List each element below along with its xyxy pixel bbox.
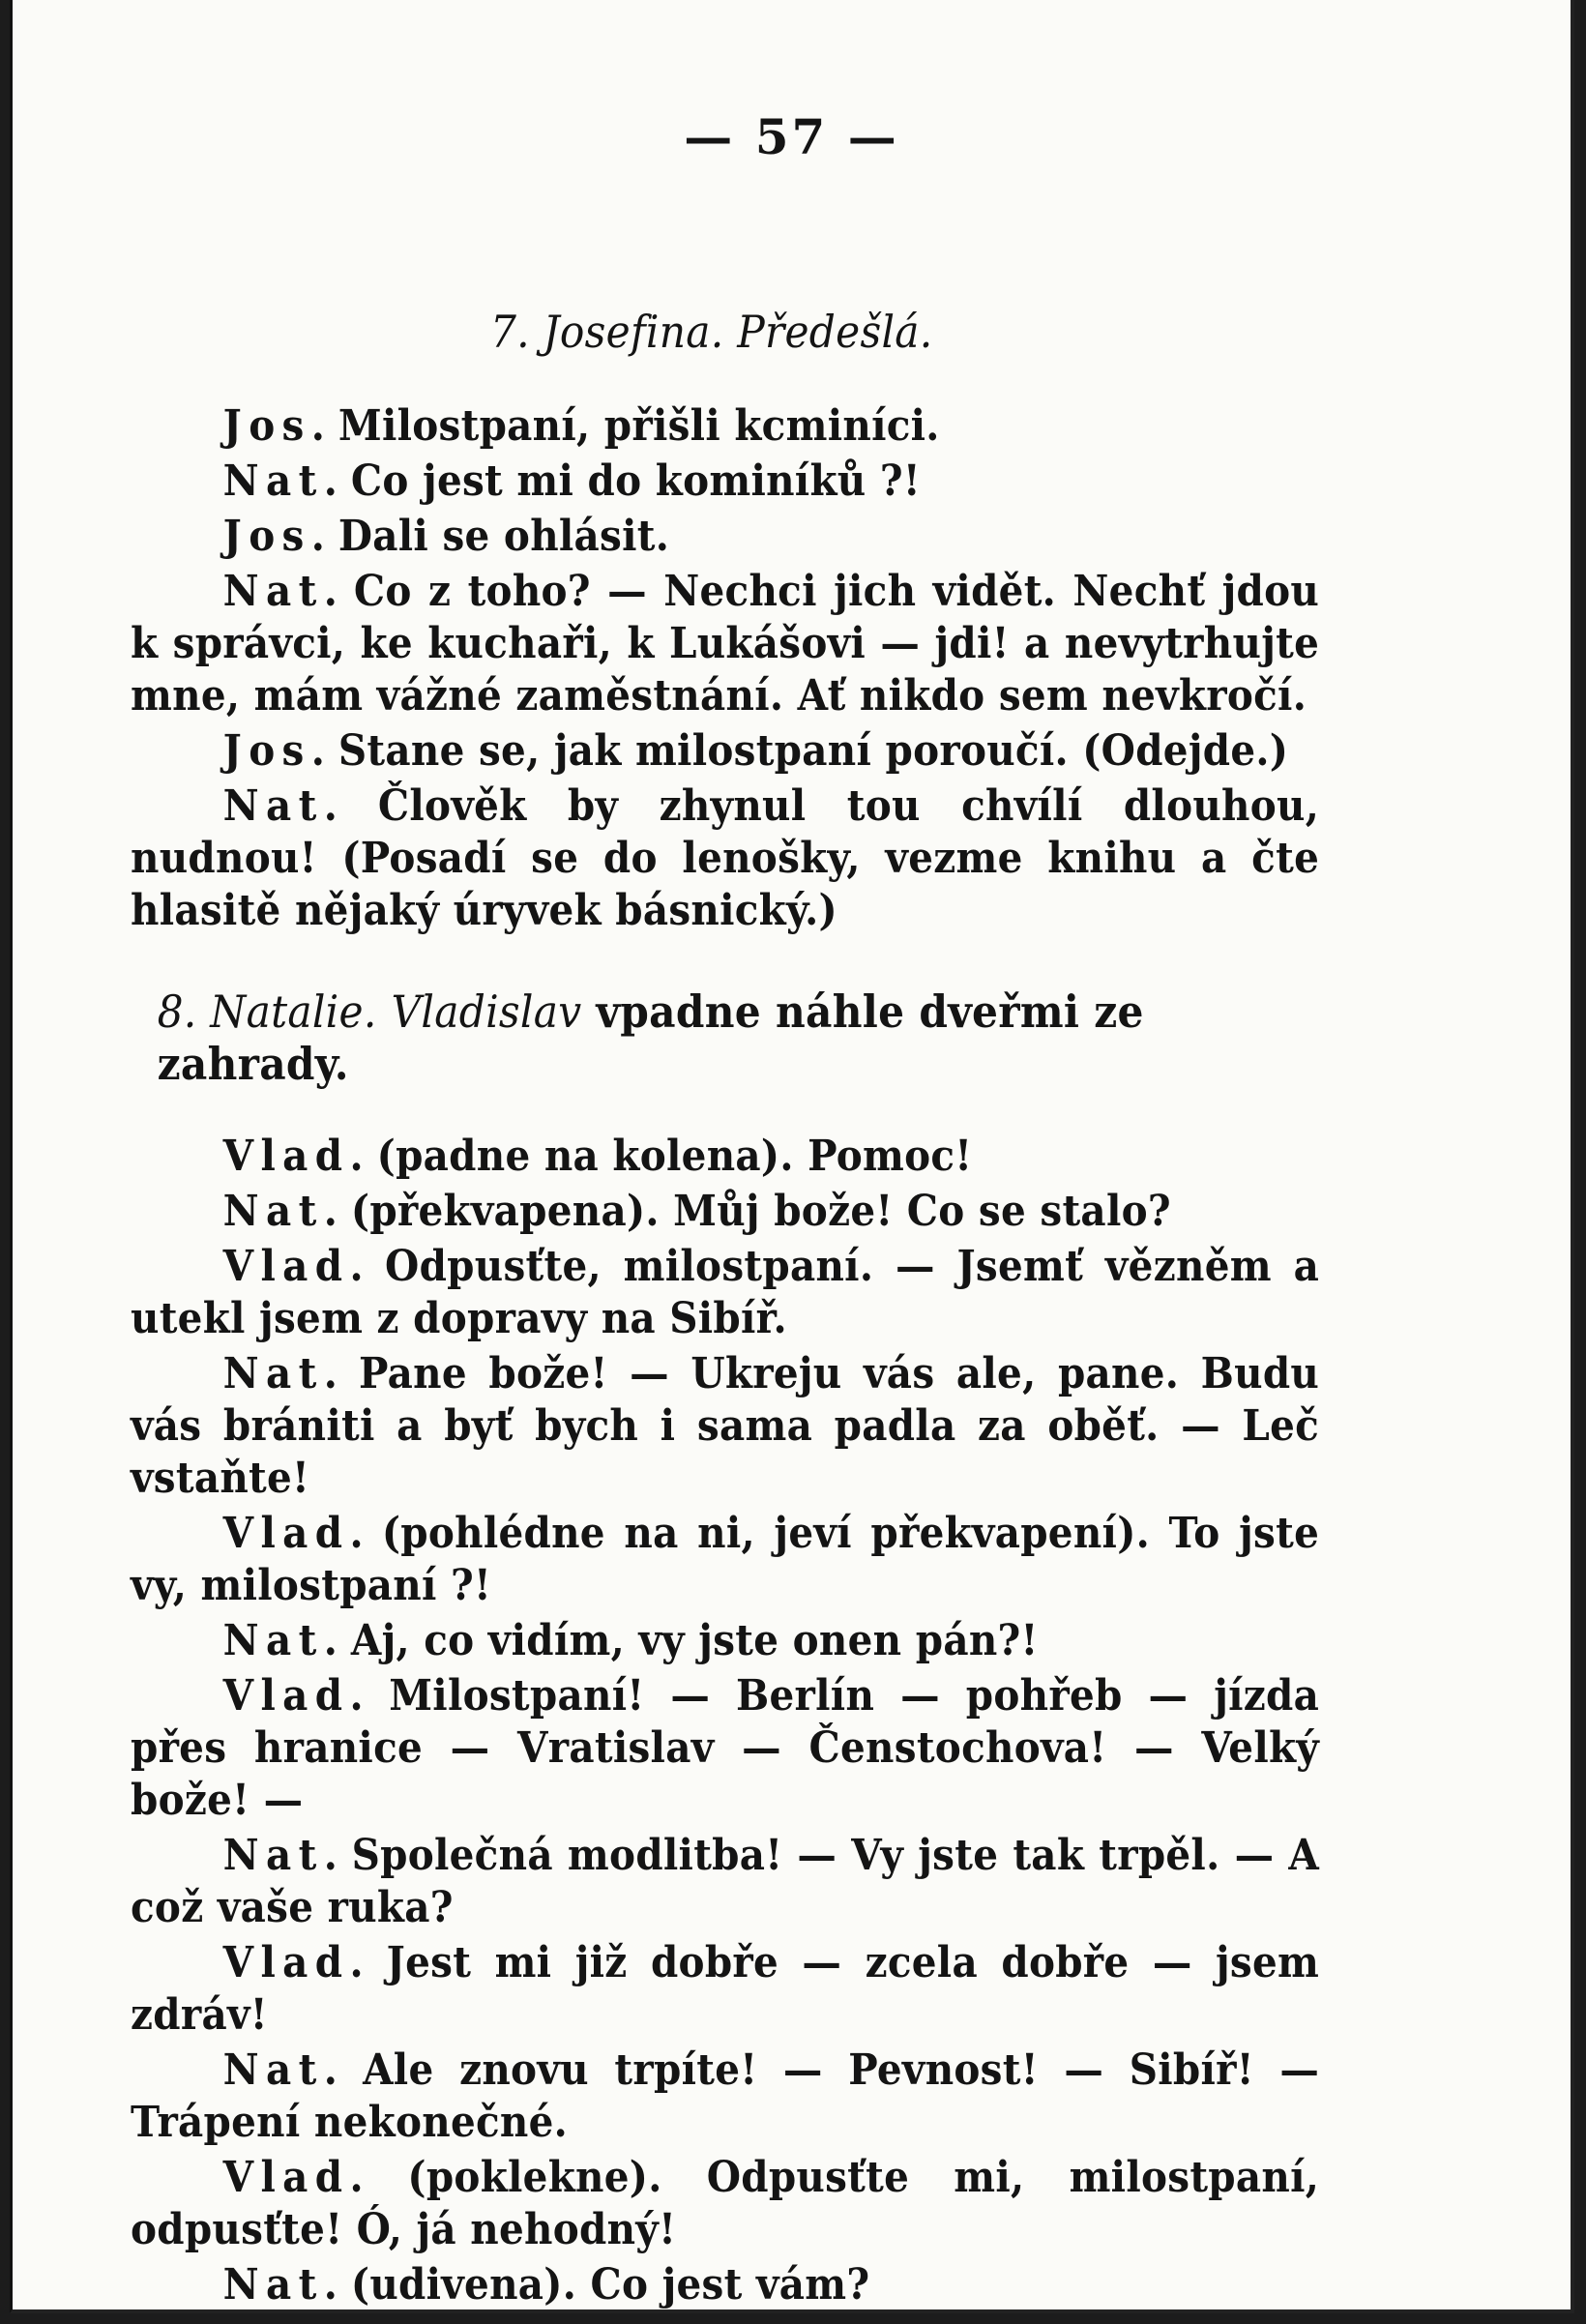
scene-heading-part: Josefina. Předešlá. [543, 306, 933, 358]
speaker-name: Vlad [222, 1132, 350, 1181]
speaker-name: Nat [222, 1616, 324, 1665]
scene-heading [131, 306, 1319, 358]
speaker-name: Vlad [222, 1242, 350, 1291]
dialogue-text: Milostpaní, přišli kcminíci. [338, 401, 940, 451]
dialogue-line [131, 2045, 1319, 2149]
speaker-period: . [310, 512, 338, 561]
speaker-name: Nat [222, 456, 324, 506]
dialogue-text: Odpusťte, milostpaní. — Jsemť vězněm a utekl jsem z dopravy na Sibíř. [131, 1242, 1320, 1343]
speaker-name: Nat [222, 2045, 324, 2095]
speaker-name: Nat [222, 1187, 324, 1236]
dialogue-line [131, 1131, 1319, 1183]
speaker-period: . [349, 1509, 382, 1558]
dialogue-text: Stane se, jak milostpaní poroučí. (Odejde.) [338, 726, 1289, 776]
speaker-name: Jos [222, 512, 311, 561]
speaker-period: . [323, 1349, 360, 1398]
dialogue-text: (poklekne). Odpusťte mi, milostpaní, odpusťte! Ó, já nehodný! [131, 2153, 1320, 2254]
speaker-period: . [323, 1831, 352, 1880]
dialogue-text: Ale znovu trpíte! — Pevnost! — Sibíř! — Trápení nekonečné. [131, 2045, 1320, 2147]
speaker-period: . [310, 726, 338, 776]
speaker-name: Vlad [222, 1671, 350, 1721]
dialogue-text: (padne na kolena). Pomoc! [376, 1132, 973, 1181]
scene-heading-part: vpadne náhle dveřmi ze zahrady. [157, 985, 1144, 1090]
speaker-name: Vlad [222, 1509, 350, 1558]
speaker-period: . [323, 567, 354, 616]
speaker-period: . [349, 1132, 377, 1181]
speaker-period: . [323, 1187, 351, 1236]
dialogue-text: Aj, co vidím, vy jste onen pán?! [350, 1616, 1039, 1665]
dialogue-line [131, 400, 1319, 453]
dialogue-line [131, 1830, 1319, 1934]
play-text [131, 288, 1319, 2313]
dialogue-text: (udivena). Co jest vám? [350, 2260, 870, 2309]
speaker-name: Vlad [222, 2153, 350, 2202]
dialogue-line [131, 1348, 1319, 1505]
speaker-period: . [349, 2153, 408, 2202]
speaker-name: Nat [222, 1349, 324, 1398]
speaker-period: . [323, 1616, 351, 1665]
dialogue-line [131, 1937, 1319, 2042]
speaker-period: . [323, 2260, 351, 2309]
dialogue-line [131, 2259, 1319, 2311]
speaker-period: . [349, 1938, 387, 1987]
dialogue-line [131, 2152, 1319, 2256]
scene-number: 8. [157, 985, 211, 1038]
dialogue-line [131, 725, 1319, 778]
dialogue-text: Co z toho? — Nechci jich vidět. Nechť jdou k správci, ke kuchaři, k Lukášovi — jdi! a nevytrhujte mne, mám vážné zaměstnání. Ať nikdo sem nevkročí. [131, 567, 1320, 721]
dialogue-text: Společná modlitba! — Vy jste tak trpěl. — A což vaše ruka? [131, 1831, 1320, 1932]
dialogue-line [131, 511, 1319, 563]
speaker-name: Jos [222, 401, 311, 451]
speaker-period: . [349, 1671, 390, 1721]
dialogue-text: Jest mi již dobře — zcela dobře — jsem zdráv! [131, 1938, 1320, 2040]
dialogue-text: Milostpaní! — Berlín — pohřeb — jízda přes hranice — Vratislav — Čenstochova! — Velký bože! — [131, 1671, 1320, 1825]
scene-heading-part: Vladislav [391, 985, 582, 1038]
dialogue-line [131, 566, 1319, 722]
dialogue-line [131, 1186, 1319, 1238]
dialogue-line [131, 1241, 1319, 1345]
dialogue-text: (překvapena). Můj bože! Co se stalo? [350, 1187, 1171, 1236]
scene-heading-part: Natalie. [210, 985, 377, 1038]
page-number: — 57 — [684, 108, 899, 165]
dialogue-line [131, 1670, 1319, 1827]
dialogue-text: (pohlédne na ni, jeví překvapení). To jste vy, milostpaní ?! [131, 1509, 1320, 1610]
book-page [10, 0, 1574, 2313]
dialogue-text: Dali se ohlásit. [338, 512, 670, 561]
speaker-name: Nat [222, 781, 324, 831]
speaker-period: . [349, 1242, 386, 1291]
speaker-name: Nat [222, 2260, 324, 2309]
speaker-period: . [323, 456, 351, 506]
dialogue-line [131, 456, 1319, 508]
speaker-period: . [323, 2045, 364, 2095]
scene-heading [131, 985, 1319, 1090]
dialogue-line [131, 780, 1319, 937]
dialogue-line [131, 1508, 1319, 1612]
speaker-name: Jos [222, 726, 311, 776]
scene-number: 7. [489, 306, 543, 358]
dialogue-text: Pane bože! — Ukreju vás ale, pane. Budu vás brániti a byť bych i sama padla za oběť. — Leč vstaňte! [131, 1349, 1320, 1503]
scene-heading-part [377, 985, 392, 1038]
dialogue-line [131, 1615, 1319, 1667]
speaker-name: Vlad [222, 1938, 350, 1987]
speaker-name: Nat [222, 1831, 324, 1880]
dialogue-text: Člověk by zhynul tou chvílí dlouhou, nudnou! (Posadí se do lenošky, vezme knihu a čte hlasitě nějaký úryvek básnický.) [131, 781, 1320, 935]
speaker-period: . [323, 781, 378, 831]
speaker-name: Nat [222, 567, 324, 616]
dialogue-text: Co jest mi do kominíků ?! [350, 456, 921, 506]
speaker-period: . [310, 401, 338, 451]
